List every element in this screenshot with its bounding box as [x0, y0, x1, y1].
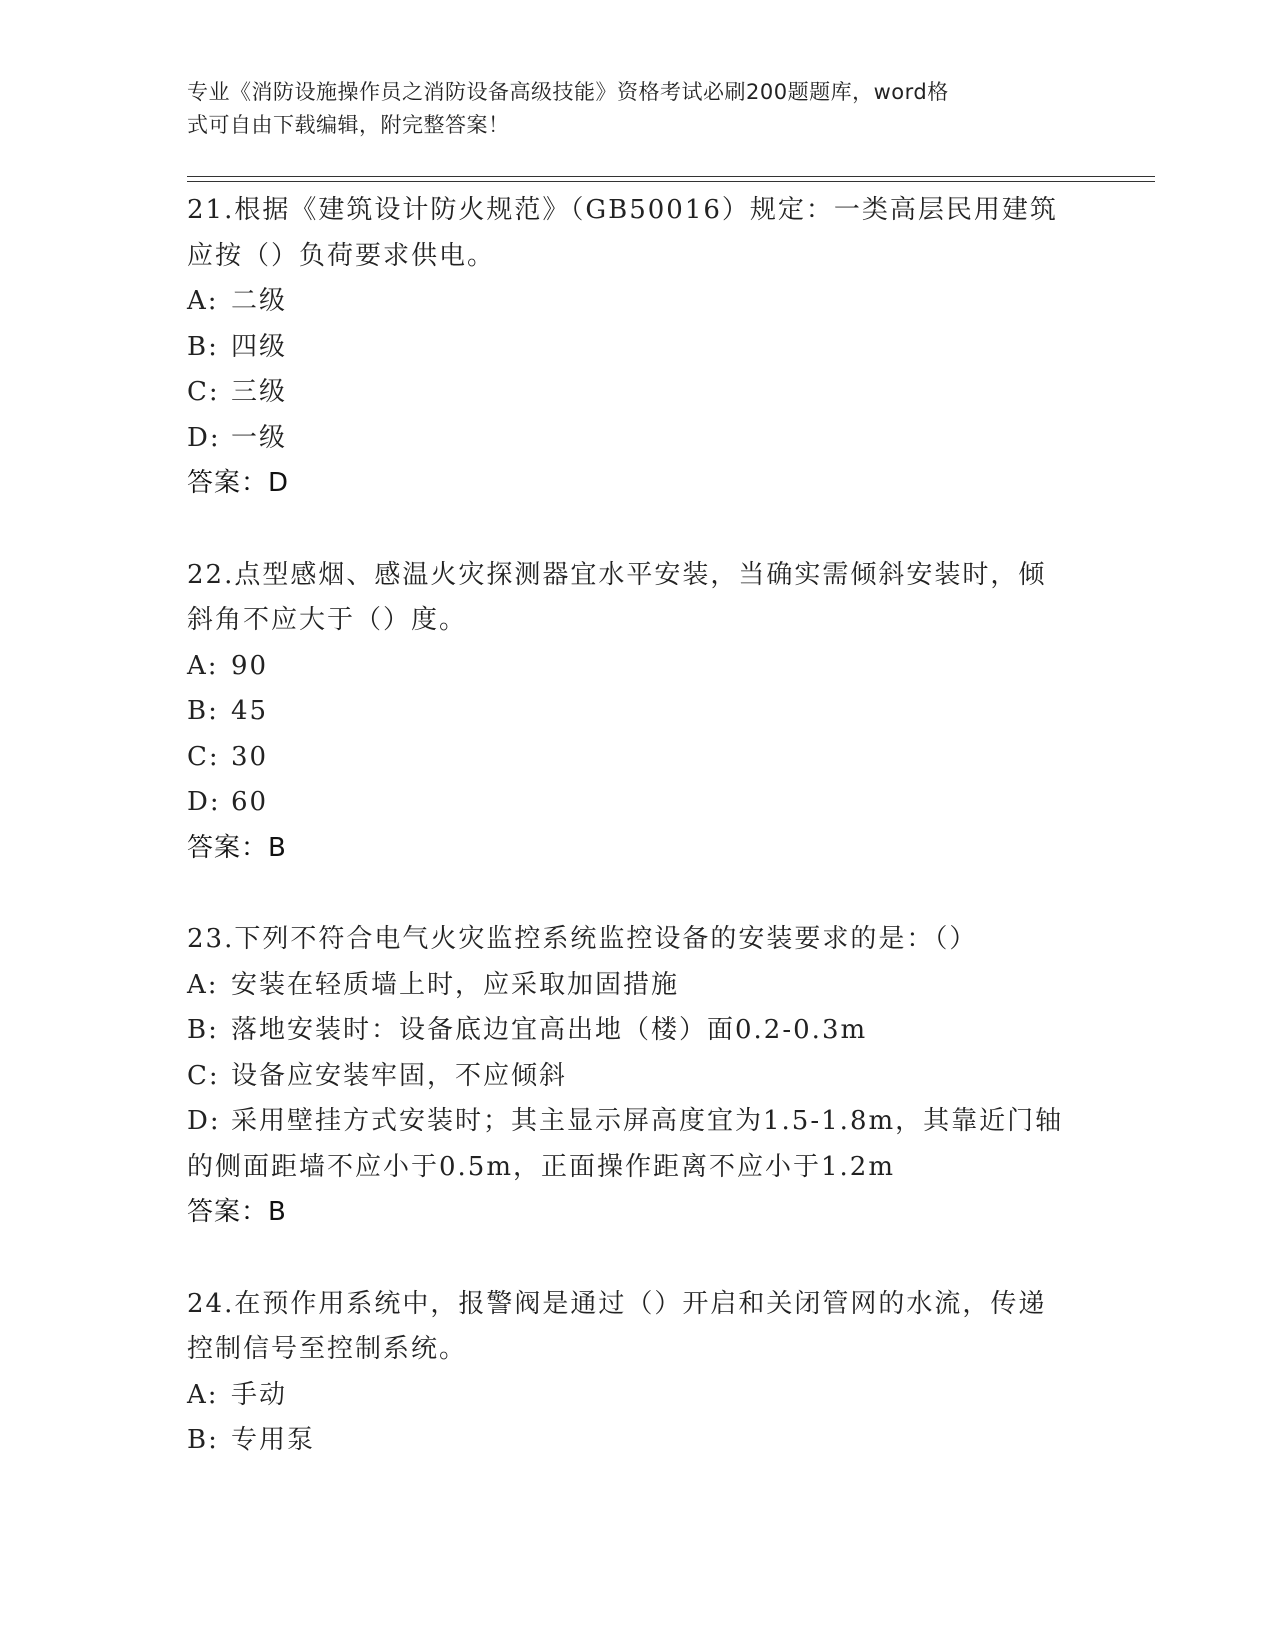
- option-text: 45: [231, 696, 269, 726]
- question-stem-line: 21.根据《建筑设计防火规范》（GB50016）规定：一类高层民用建筑: [187, 195, 1058, 225]
- option-text: 30: [231, 741, 269, 772]
- option-d: [187, 416, 1087, 462]
- option-text: 设备应安装牢固，不应倾斜: [231, 1060, 568, 1091]
- answer-line: 答案：B: [187, 1197, 287, 1227]
- answer-line: 答案：B: [187, 832, 287, 863]
- answer-line: 答案：D: [187, 468, 290, 498]
- option-text: 安装在轻质墙上时，应采取加固措施: [231, 969, 680, 1000]
- question-24: [187, 1282, 1087, 1464]
- document-header: [187, 76, 1067, 142]
- option-b: [187, 325, 1087, 371]
- option-c: [187, 370, 1087, 416]
- option-letter: C:: [187, 377, 220, 407]
- question-list: [187, 188, 1087, 1464]
- option-c: [187, 735, 1087, 781]
- option-d: [187, 1099, 1087, 1145]
- question-stem-line: 24.在预作用系统中，报警阀是通过（）开启和关闭管网的水流，传递: [187, 1288, 1047, 1319]
- option-letter: C:: [187, 741, 220, 772]
- header-divider-bottom: [187, 181, 1155, 182]
- option-b: [187, 1418, 1087, 1464]
- option-text: 专用泵: [231, 1425, 316, 1455]
- option-letter: C:: [187, 1060, 220, 1091]
- option-letter: B:: [187, 331, 219, 362]
- option-text: 落地安装时：设备底边宜高出地（楼）面0.2-0.3m: [231, 1015, 868, 1045]
- option-letter: A:: [187, 650, 219, 681]
- option-text: 90: [231, 650, 269, 681]
- question-stem-line: 控制信号至控制系统。: [187, 1334, 468, 1364]
- option-text: 一级: [231, 422, 288, 453]
- header-line-1: 专业《消防设施操作员之消防设备高级技能》资格考试必刷200题题库，word格: [187, 80, 949, 104]
- question-23: [187, 917, 1087, 1236]
- option-letter: D:: [187, 422, 221, 453]
- question-stem-line: 斜角不应大于（）度。: [187, 605, 468, 635]
- option-a: [187, 1373, 1087, 1419]
- option-text: 手动: [231, 1379, 288, 1410]
- option-letter: B:: [187, 1425, 219, 1455]
- option-d-continuation: 的侧面距墙不应小于0.5m，正面操作距离不应小于1.2m: [187, 1151, 896, 1182]
- option-d: [187, 780, 1087, 826]
- question-stem-line: 22.点型感烟、感温火灾探测器宜水平安装，当确实需倾斜安装时，倾: [187, 559, 1047, 590]
- option-text: 60: [231, 787, 269, 817]
- option-letter: A:: [187, 286, 219, 316]
- option-text: 采用壁挂方式安装时；其主显示屏高度宜为1.5-1.8m，其靠近门轴: [231, 1106, 1064, 1136]
- header-divider-top: [187, 176, 1155, 177]
- question-stem-line: 应按（）负荷要求供电。: [187, 240, 496, 271]
- question-stem-line: 23.下列不符合电气火灾监控系统监控设备的安装要求的是：（）: [187, 924, 978, 954]
- option-letter: A:: [187, 1379, 219, 1410]
- option-letter: B:: [187, 696, 219, 726]
- question-22: [187, 553, 1087, 872]
- question-21: [187, 188, 1087, 507]
- option-text: 四级: [231, 331, 288, 362]
- option-text: 二级: [231, 286, 288, 316]
- option-letter: A:: [187, 969, 219, 1000]
- option-a: [187, 963, 1087, 1009]
- option-text: 三级: [231, 377, 288, 407]
- option-c: [187, 1054, 1087, 1100]
- option-letter: D:: [187, 1106, 221, 1136]
- header-line-2: 式可自由下载编辑，附完整答案！: [187, 113, 510, 137]
- option-letter: D:: [187, 787, 221, 817]
- option-letter: B:: [187, 1015, 219, 1045]
- option-b: [187, 1008, 1087, 1054]
- option-b: [187, 689, 1087, 735]
- option-a: [187, 279, 1087, 325]
- option-a: [187, 644, 1087, 690]
